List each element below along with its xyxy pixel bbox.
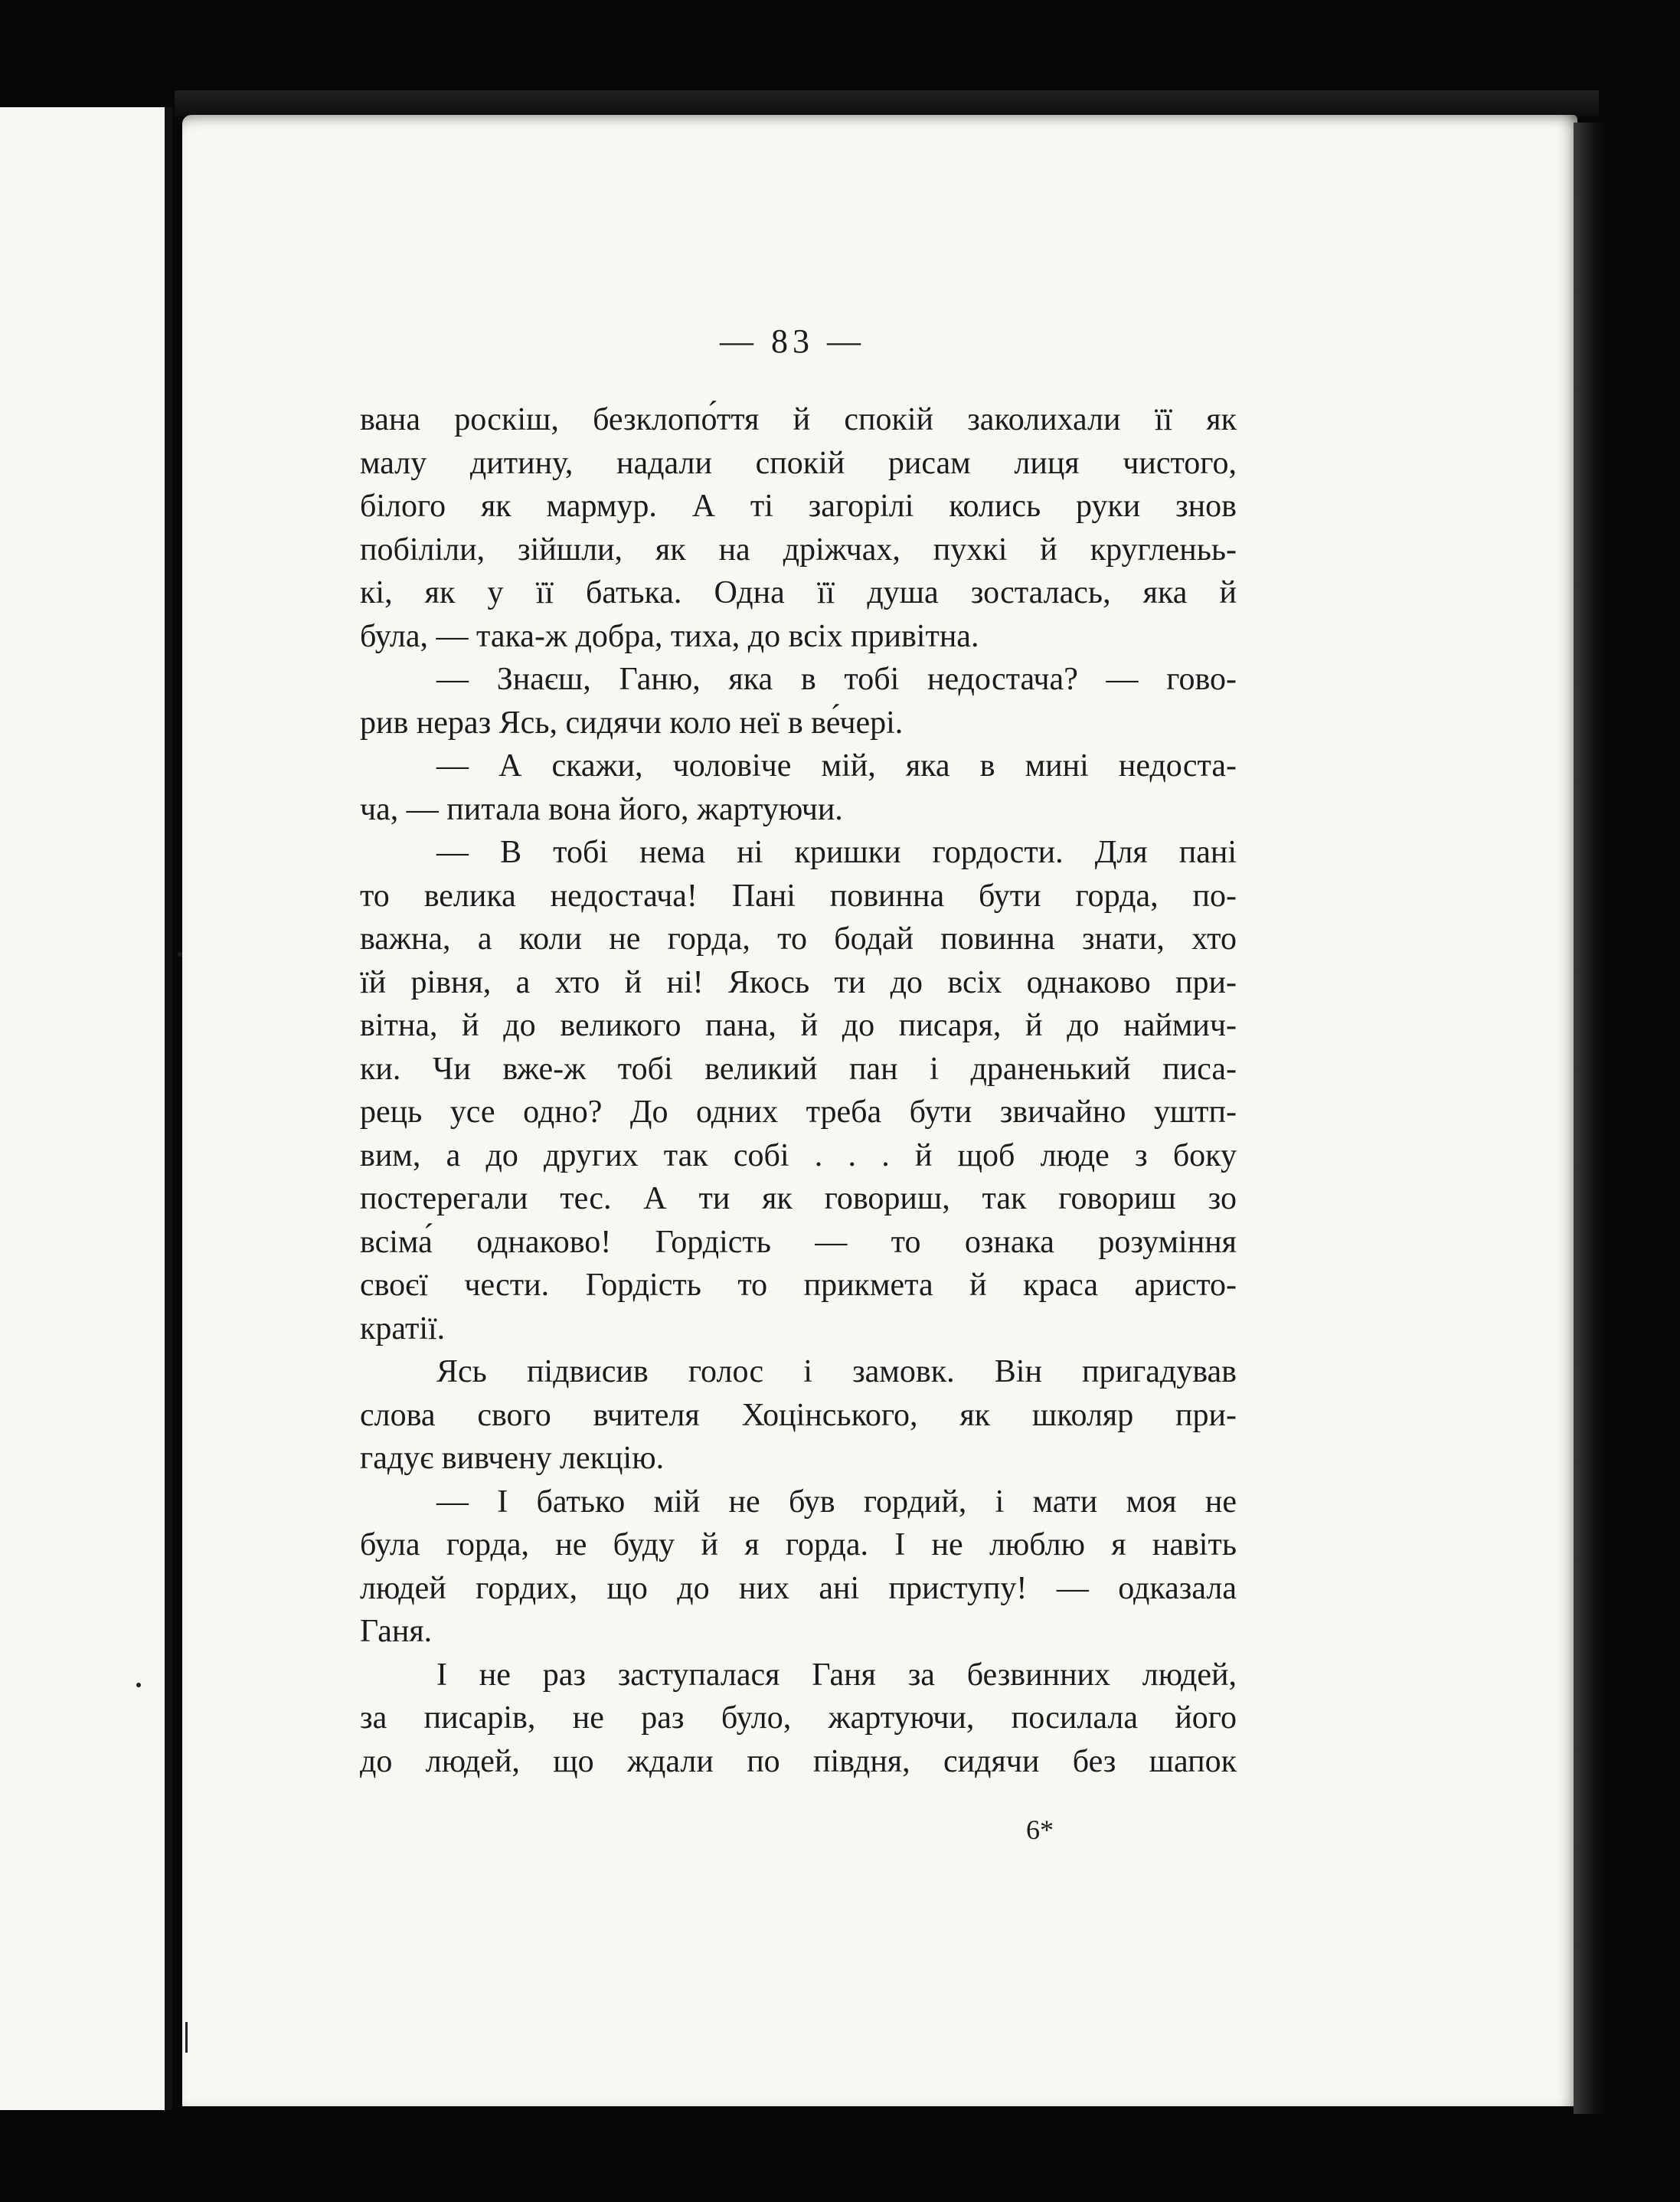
text-line: — І батько мій не був гордий, і мати моя не xyxy=(436,1484,1237,1520)
text-line: рець усе одно? До одних треба бути звичайно уштп- xyxy=(360,1094,1237,1130)
text-line: кратії. xyxy=(360,1310,446,1346)
margin-dot xyxy=(136,1683,141,1687)
text-line: малу дитину, надали спокій рисам лиця чистого, xyxy=(360,445,1237,481)
text-line: — В тобі нема ні кришки гордости. Для пані xyxy=(436,835,1237,870)
text-line: Ганя. xyxy=(360,1614,433,1649)
left-page-edge xyxy=(0,107,172,2110)
text-line: ки. Чи вже-ж тобі великий пан і драненький писа- xyxy=(360,1051,1237,1087)
text-line: своєї чести. Гордість то прикмета й краса аристо- xyxy=(360,1268,1237,1303)
text-line: слова свого вчителя Хоцінського, як школяр при- xyxy=(360,1397,1237,1433)
book-top-edge xyxy=(175,90,1599,116)
book-right-edge xyxy=(1574,123,1608,2114)
text-line: білого як мармур. А ті загорілі колись руки знов xyxy=(360,489,1237,524)
text-line: до людей, що ждали по півдня, сидячи без шапок xyxy=(360,1743,1237,1779)
text-line: то велика недостача! Пані повинна бути горда, по- xyxy=(360,878,1237,914)
text-line: ча, — питала вона його, жартуючи. xyxy=(360,791,843,827)
text-line: побіліли, зійшли, як на дріжчах, пухкі й кругленьь- xyxy=(360,532,1237,568)
text-line: за писарів, не раз було, жартуючи, посилала його xyxy=(360,1700,1237,1736)
text-line: людей гордих, що до них ані приступу! — одказала xyxy=(360,1570,1237,1606)
text-line: була, — така-ж добра, тиха, до всіх привітна. xyxy=(360,618,979,654)
text-line: була горда, не буду й я горда. І не люблю я навіть xyxy=(360,1527,1237,1562)
text-line: — Знаєш, Ганю, яка в тобі недостача? — гово- xyxy=(436,662,1237,697)
text-line: вітна, й до великого пана, й до писаря, й до наймич- xyxy=(360,1008,1237,1043)
text-line: важна, а коли не горда, то бодай повинна знати, хто xyxy=(360,921,1237,957)
text-line: кі, як у її батька. Одна її душа зосталась, яка й xyxy=(360,575,1237,610)
text-line: вана роскіш, безклопо́ття й спокій заколихали її як xyxy=(360,402,1237,437)
text-line: Ясь підвисив голос і замовк. Він пригадував xyxy=(436,1354,1237,1389)
text-line: вим, а до других так собі . . . й щоб люде з боку xyxy=(360,1137,1237,1173)
text-line: рив нераз Ясь, сидячи коло неї в ве́чері. xyxy=(360,705,904,741)
page-number: — 83 — xyxy=(720,322,865,360)
text-line: постерегали тес. А ти як говориш, так говориш зо xyxy=(360,1181,1237,1216)
text-line: всіма́ однаково! Гордість — то ознака розуміння xyxy=(360,1224,1237,1260)
text-line: — А скажи, чоловіче мій, яка в мині недоста- xyxy=(436,748,1237,784)
text-line: гадує вивчену лекцію. xyxy=(360,1441,665,1476)
text-line: І не раз заступалася Ганя за безвинних людей, xyxy=(436,1657,1237,1693)
signature-mark: 6* xyxy=(1026,1814,1054,1845)
text-line: їй рівня, а хто й ні! Якось ти до всіх однаково при- xyxy=(360,964,1237,1000)
page-text xyxy=(360,398,1237,1783)
margin-dot xyxy=(178,952,182,957)
fold-mark xyxy=(185,2022,188,2053)
